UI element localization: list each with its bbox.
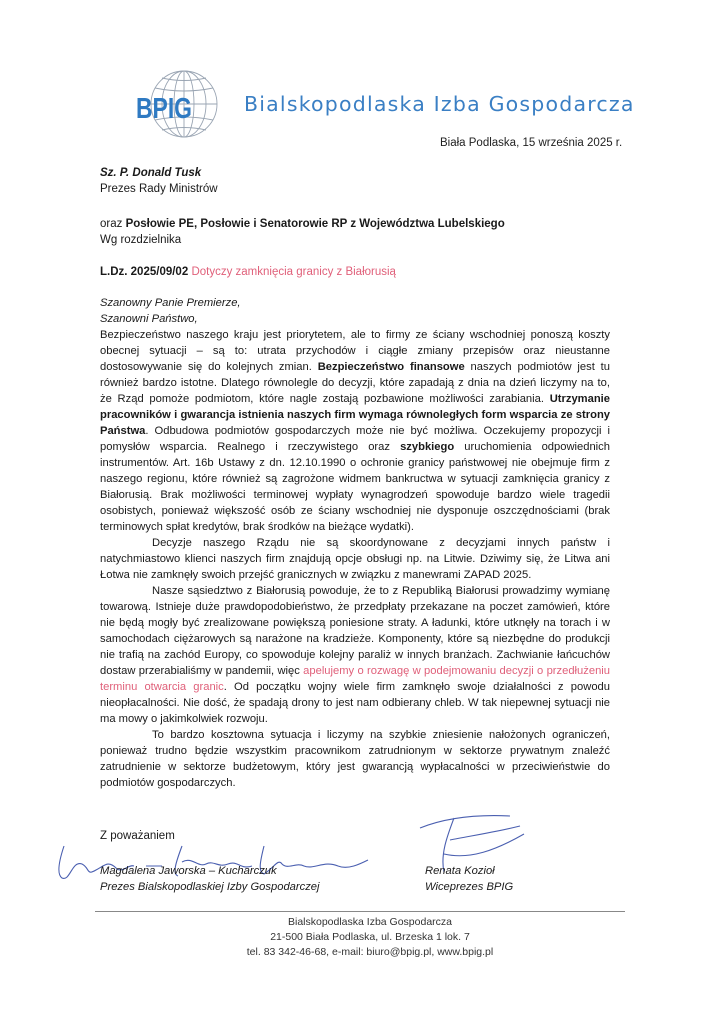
signatory-right (425, 863, 513, 895)
reference-number: L.Dz. 2025/09/02 (100, 266, 189, 278)
addressee-group: Posłowie PE, Posłowie i Senatorowie RP z Województwa Lubelskiego (125, 218, 505, 230)
paragraph-3: Nasze sąsiedztwo z Białorusią powoduje, że to z Republiką Białorusi prowadzimy wymianę towarową. Istnieje duże prawdopodobieństwo, że przedpłaty przekazane na poczet zamówień, które nie będą mogły być zrealizowane powiększą poniesione straty. A ładunki, które utknęły na torach i w samochodach ciężarowych są narażone na kradzieże. Komponenty, które są niezbędne do produkcji nie trafią na zachód Europy, co spowoduje kolejny paraliż w innych branżach. Zachwianie łańcuchów dostaw przerabialiśmy w pandemii, więc apelujemy o rozwagę w podejmowaniu decyzji o przedłużeniu terminu otwarcia granic. Od początku wojny wiele firm zamknęło swoje działalności z powodu nieopłacalności. Nie dość, że spadają drony to jest nam odbierany chleb. W tak niepewnej sytuacji nie ma mowy o jakimkolwiek rozwoju. (100, 585, 611, 725)
paragraph-4: To bardzo kosztowna sytuacja i liczymy na szybkie zniesienie nałożonych ograniczeń, ponieważ trudno będzie wszystkim pracownikom zatrudnionym w sektorze prywatnym znaleźć zatrudnienie w sektorze budżetowym, który jest gwarancją wypłacalności w przeciwieństwie do podmiotów gospodarczych. (100, 729, 610, 789)
signatory-right-title: Wiceprezes BPIG (425, 881, 514, 893)
letter-date: Biała Podlaska, 15 września 2025 r. (440, 137, 623, 149)
footer-contact: tel. 83 342-46-68, e-mail: biuro@bpig.pl, www.bpig.pl (246, 946, 494, 958)
bpig-logo (132, 68, 222, 140)
paragraph-2: Decyzje naszego Rządu nie są skoordynowane z decyzjami innych państw i natychmiastowo klienci naszych firm znajdują opcje obsługi np. na Litwie. Dziwimy się, że Litwa ani Łotwa nie zamknęły swoich przejść granicznych w związku z manewrami ZAPAD 2025. (100, 537, 610, 581)
letter-body (100, 295, 610, 791)
globe-icon (132, 68, 222, 140)
addressee-prefix: oraz (100, 218, 123, 230)
addressee-title: Prezes Rady Ministrów (100, 183, 218, 195)
addressee-additional (100, 216, 505, 232)
signatory-left (100, 863, 320, 895)
reference-line (100, 264, 396, 280)
addressee-name: Sz. P. Donald Tusk (100, 167, 202, 179)
organization-name: Bialskopodlaska Izba Gospodarcza (244, 92, 635, 116)
salutation-1: Szanowny Panie Premierze, (100, 297, 241, 309)
footer-address: 21-500 Biała Podlaska, ul. Brzeska 1 lok. 7 (270, 931, 470, 943)
signatory-left-name: Magdalena Jaworska – Kucharczuk (100, 865, 277, 877)
footer-divider (95, 911, 625, 912)
svg-text:BPIG: BPIG (136, 93, 192, 125)
signatory-left-title: Prezes Bialskopodlaskiej Izby Gospodarczej (100, 881, 320, 893)
distribution-note: Wg rozdzielnika (100, 234, 182, 246)
footer-org: Bialskopodlaska Izba Gospodarcza (287, 916, 452, 928)
signatory-right-name: Renata Kozioł (425, 865, 495, 877)
reference-subject: Dotyczy zamknięcia granicy z Białorusią (191, 266, 396, 278)
paragraph-1: Bezpieczeństwo naszego kraju jest priorytetem, ale to firmy ze ściany wschodniej ponoszą koszty obecnej sytuacji – są to: utrata przychodów i ciągłe zmiany przepisów oraz nieustanne dostosowywanie się do kolejnych zmian. Bezpieczeństwo finansowe naszych podmiotów jest tu również bardzo istotne. Dlatego równolegle do decyzji, które zapadają z dnia na dzień liczymy na to, że Rząd pomoże podmiotom, które nagle zostają pozbawione możliwości zarabiania. Utrzymanie pracowników i gwarancja istnienia naszych firm wymaga równoległych form wsparcia ze strony Państwa. Odbudowa podmiotów gospodarczych może nie być możliwa. Oczekujemy propozycji i pomysłów wsparcia. Realnego i rzeczywistego oraz szybkiego uruchomienia odpowiednich instrumentów. Art. 16b Ustawy z dn. 12.10.1990 o ochronie granicy państwowej nie obejmuje firm z naszego regionu, które również są zagrożone widmem bankructwa w sytuacji zamknięcia granicy z Białorusią. Brak możliwości terminowej wypłaty wynagrodzeń spowoduje bardzo wiele tragedii osobistych, ponieważ większość osób ze ściany wschodniej nie dysponuje oszczędnościami (brak terminowych spłat kredytów, brak środków na bieżące wydatki). (100, 329, 610, 533)
salutation-2: Szanowni Państwo, (100, 313, 198, 325)
closing-phrase: Z poważaniem (100, 830, 175, 842)
footer (180, 915, 560, 960)
